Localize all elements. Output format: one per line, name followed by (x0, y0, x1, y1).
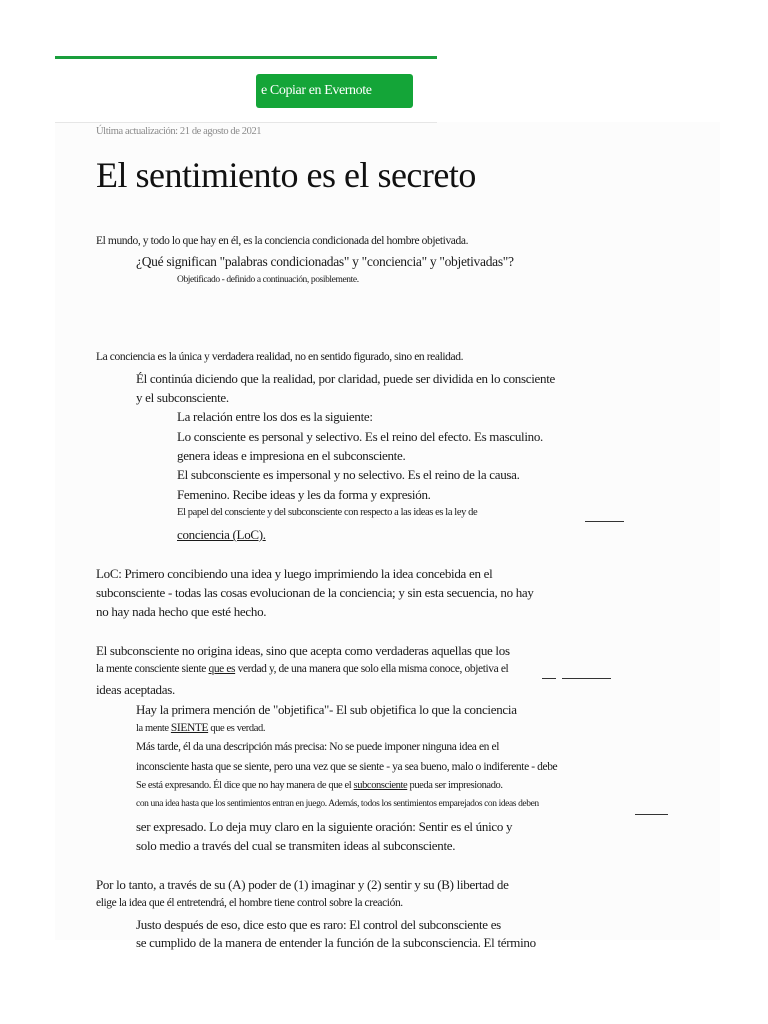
underlined-text: que es (208, 663, 236, 675)
text-line (96, 663, 508, 675)
text-line: con una idea hasta que los sentimientos entran en juego. Además, todos los sentimientos emparejados con ideas deben (136, 799, 539, 809)
text-run: la mente (136, 723, 171, 734)
text-line: Lo consciente es personal y selectivo. Es el reino del efecto. Es masculino. (177, 429, 543, 444)
text-line (136, 722, 265, 734)
text-run: pueda ser impresionado. (407, 780, 503, 791)
text-line: El papel del consciente y del subconsciente con respecto a las ideas es la ley de (177, 507, 478, 518)
text-line: ideas aceptadas. (96, 682, 175, 697)
text-line: ser expresado. Lo deja muy claro en la siguiente oración: Sentir es el único y (136, 819, 513, 834)
underlined-text: subconsciente (353, 780, 408, 791)
text-line (136, 780, 503, 791)
copy-to-evernote-label: e Copiar en Evernote (261, 83, 372, 98)
text-line: Más tarde, él da una descripción más precisa: No se puede imponer ninguna idea en el (136, 741, 500, 753)
text-line: y el subconsciente. (136, 390, 229, 405)
text-line: El subconsciente no origina ideas, sino que acepta como verdaderas aquellas que los (96, 643, 510, 658)
text-line: La relación entre los dos es la siguiente: (177, 409, 373, 424)
text-line: Él continúa diciendo que la realidad, por claridad, puede ser dividida en lo consciente (136, 371, 555, 386)
text-line: subconsciente - todas las cosas evolucionan de la conciencia; y sin esta secuencia, no hay (96, 585, 534, 600)
text-run: Se está expresando. Él dice que no hay manera de que el (136, 780, 354, 791)
text-line: solo medio a través del cual se transmiten ideas al subconsciente. (136, 838, 456, 853)
text-line: Por lo tanto, a través de su (A) poder de (1) imaginar y (2) sentir y su (B) libertad de (96, 877, 509, 892)
text-run: la mente consciente siente (96, 663, 209, 675)
blank-line (562, 678, 611, 679)
text-line: Objetificado - definido a continuación, posiblemente. (177, 275, 359, 285)
page-title: El sentimiento es el secreto (96, 155, 476, 195)
text-run: que es verdad. (208, 723, 266, 734)
last-updated-text: Última actualización: 21 de agosto de 2021 (96, 126, 262, 137)
blank-line (635, 814, 668, 815)
text-run: verdad y, de una manera que solo ella misma conoce, objetiva el (235, 663, 509, 675)
text-line: genera ideas e impresiona en el subconsciente. (177, 448, 406, 463)
text-line: Femenino. Recibe ideas y les da forma y expresión. (177, 487, 431, 502)
text-line: El subconsciente es impersonal y no selectivo. Es el reino de la causa. (177, 467, 520, 482)
text-line: inconsciente hasta que se siente, pero una vez que se siente - ya sea bueno, malo o indiferente - debe (136, 761, 558, 773)
copy-to-evernote-button[interactable] (256, 74, 413, 108)
text-line: LoC: Primero concibiendo una idea y luego imprimiendo la idea concebida en el (96, 566, 493, 581)
cut-off-line-clip (136, 935, 696, 950)
text-line: se cumplido de la manera de entender la función de la subconsciencia. El término (136, 935, 536, 950)
underlined-text: SIENTE (170, 722, 209, 734)
text-line: no hay nada hecho que esté hecho. (96, 604, 267, 619)
text-line: conciencia (LoC). (177, 527, 266, 542)
text-line: Justo después de eso, dice esto que es raro: El control del subconsciente es (136, 917, 501, 932)
text-line: elige la idea que él entretendrá, el hombre tiene control sobre la creación. (96, 897, 403, 909)
text-line: Hay la primera mención de "objetifica"- El sub objetifica lo que la conciencia (136, 702, 517, 717)
blank-line (542, 678, 556, 679)
text-line: La conciencia es la única y verdadera realidad, no en sentido figurado, sino en realidad. (96, 351, 464, 363)
text-line: El mundo, y todo lo que hay en él, es la conciencia condicionada del hombre objetivada. (96, 235, 469, 247)
text-line: ¿Qué significan "palabras condicionadas" y "conciencia" y "objetivadas"? (136, 254, 514, 269)
blank-line (585, 521, 624, 522)
